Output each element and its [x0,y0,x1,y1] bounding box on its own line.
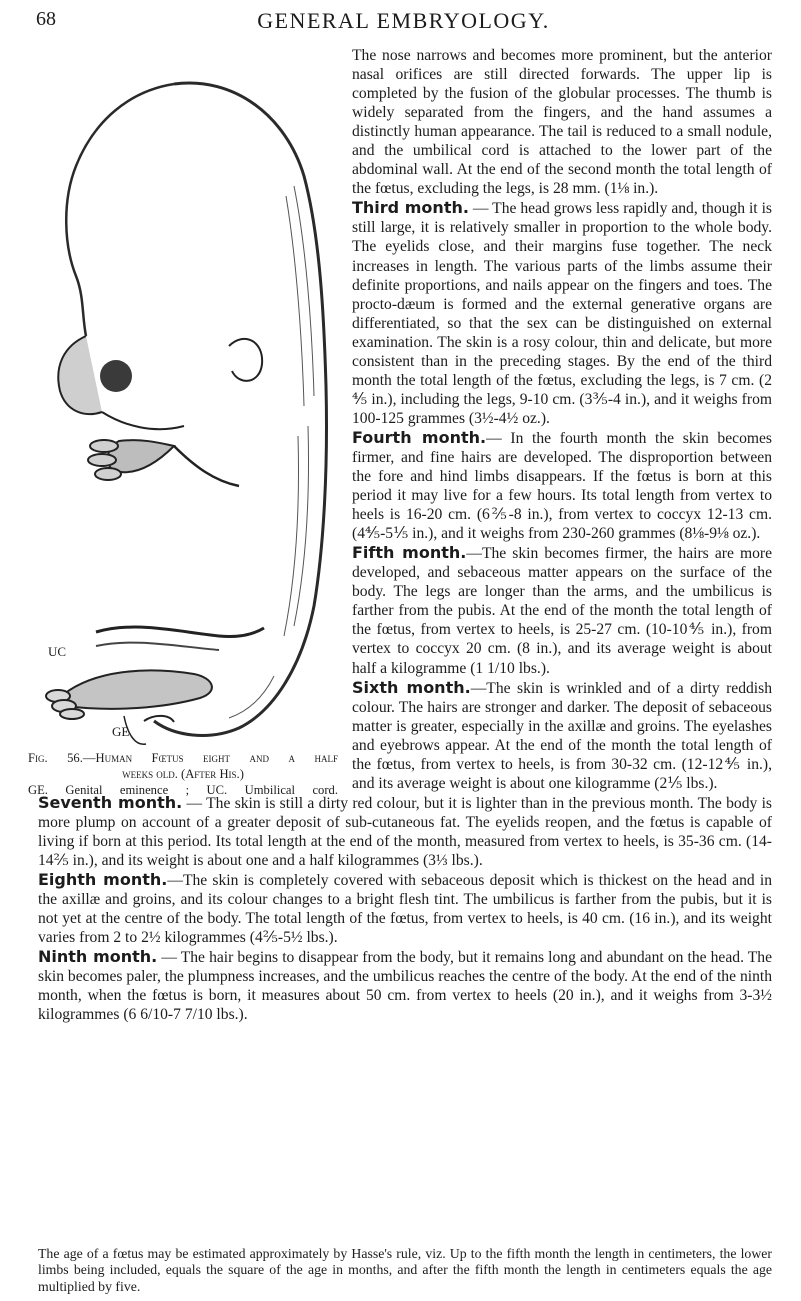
label-umbilical-cord: UC [48,644,67,659]
eighth-month-heading: Eighth month. [38,870,168,890]
seventh-month-paragraph [38,793,772,870]
label-genital-eminence: GE [112,724,130,739]
third-month-heading: Third month. [352,198,469,218]
caption-line-2: weeks old. (After His.) [122,767,244,781]
ninth-month-body: — The hair begins to disappear from the body, but it remains long and abundant on the head. The skin becomes paler, the plumpness increases, and the umbilicus reaches the centre of the body. At the end of the ninth month, when the fœtus is born, it measures about 50 cm. from vertex to heels (20 in.), and it weighs from 3-3½ kilogrammes (6 6/10-7 7/10 lbs.). [38,949,773,1024]
body-text [28,46,773,1024]
figure-caption [28,750,338,798]
fifth-month-body: —The skin becomes firmer, the hairs are more developed, and sebaceous matter appears on the surface of the body. The legs are longer than the arms, and the umbilicus is farther from the pubis. At the end of the month the total length of the fœtus, from vertex to heels, is 25-27 cm. (10-10⅘ in.), from vertex to coccyx 20 cm. (8 in.), and its average weight is about half a kilogramme (1 1/10 lbs.). [352,545,772,677]
intro-paragraph: The nose narrows and becomes more prominent, but the anterior nasal orifices are still directed forwards. The upper lip is completed by the fusion of the globular processes. The thumb is widely separated from the fingers, and the hand assumes a distinctly human appearance. The tail is reduced to a small nodule, and the umbilical cord is attached to the lower part of the abdominal wall. At the end of the second month the total length of the fœtus, excluding the legs, is 28 mm. (1⅛ in.). [352,47,772,198]
ninth-month-heading: Ninth month. [38,947,158,967]
seventh-month-body: — The skin is still a dirty red colour, but it is lighter than in the previous month. The body is more plump on account of a greater deposit of sub-cutaneous fat. The eyelids reopen, and the fœtus is capable of living if born at this period. Its total length at the end of the month, measured from vertex to heels, is 35-36 cm. (14-14⅖ in.), and its weight is about one and a half kilogrammes (3⅓ lbs.). [38,794,772,869]
eighth-month-paragraph [38,870,772,947]
figure-56 [24,46,342,797]
third-month-body: — The head grows less rapidly and, though it is still large, it is relatively smaller in proportion to the whole body. The eyelids close, and their margins fuse together. The neck increases in length. The various parts of the limbs assume their definite proportions, and nails appear on the fingers and toes. The procto-dæum is formed and the external generative organs are differentiated, so that the sex can be distinguished on external examination. The skin is a rosy colour, thin and delicate, but more consistent than in the preceding stages. By the end of the third month the total length of the fœtus, excluding the legs, is 7 cm. (2 ⅘ in.), including the legs, 9-10 cm. (3⅗-4 in.), and it weighs from 100-125 grammes (3½-4½ oz.). [352,200,772,427]
page-number: 68 [36,8,56,30]
ninth-month-paragraph [38,947,772,1024]
sixth-month-heading: Sixth month. [352,677,471,697]
eighth-month-body: —The skin is completely covered with sebaceous deposit which is thickest on the head and in the axillæ and groins, and its colour changes to a bright flesh tint. The umbilicus is farther from the pubis, but it is not yet at the centre of the body. The total length of the fœtus, from vertex to heels, is 40 cm. (16 in.), and its weight varies from 2 to 2½ kilogrammes (4⅖-5½ lbs.). [38,872,772,947]
foetus-illustration [24,46,342,746]
page-header [36,8,771,38]
caption-line-3: GE. Genital eminence ; UC. Umbilical cord. [28,783,338,797]
footnote-hasse-rule: The age of a fœtus may be estimated approximately by Hasse's rule, viz. Up to the fifth month the length in centimeters, the lower limbs being included, equals the square of the age in months, and after the fifth month the length in centimeters equals the age multiplied by five. [38,1245,772,1294]
sixth-month-body: —The skin is wrinkled and of a dirty reddish colour. The hairs are stronger and darker. The deposit of sebaceous matter is greater, especially in the axillæ and groins. The eyelashes and eyebrows appear. At the end of the month the total length of the fœtus, from vertex to heels, is from 30-32 cm. (12-12⅘ in.), and its average weight is about one kilogramme (2⅕ lbs.). [352,679,773,792]
fourth-month-body: — In the fourth month the skin becomes firmer, and fine hairs are developed. The disproportion between the fore and hind limbs disappears. If the fœtus is born at this period it may live for a few hours. Its total length from vertex to heels is 16-20 cm. (6⅖-8 in.), from vertex to coccyx 12-13 cm. (4⅘-5⅕ in.), and it weighs from 230-260 grammes (8⅛-9⅛ oz.). [352,429,772,543]
fifth-month-heading: Fifth month. [352,543,467,563]
fourth-month-heading: Fourth month. [352,427,487,447]
caption-line-1: Fig. 56.—Human Fœtus eight and a half [28,751,338,765]
running-head: GENERAL EMBRYOLOGY. [257,8,550,33]
seventh-month-heading: Seventh month. [38,792,183,812]
